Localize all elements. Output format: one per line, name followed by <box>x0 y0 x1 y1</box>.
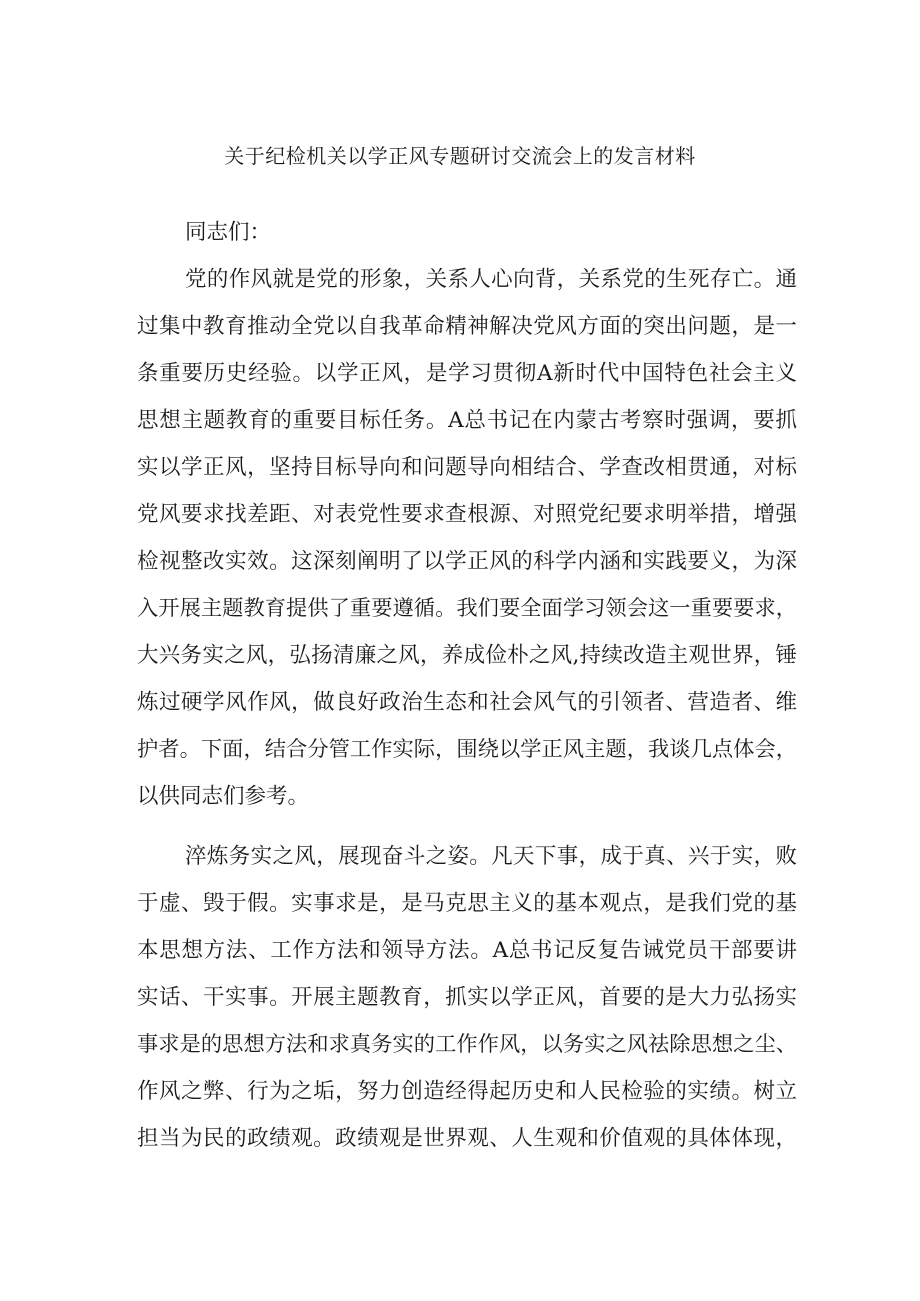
paragraph-1-line: 过集中教育推动全党以自我革命精神解决党风方面的突出问题，是一 <box>137 314 797 339</box>
paragraph-2-line: 作风之弊、行为之垢，努力创造经得起历史和人民检验的实绩。树立 <box>137 1079 797 1104</box>
paragraph-2-line: 淬炼务实之风，展现奋斗之姿。凡天下事，成于真、兴于实，败 <box>185 844 797 869</box>
paragraph-1-line: 思想主题教育的重要目标任务。A总书记在内蒙古考察时强调，要抓 <box>137 408 797 433</box>
paragraph-1-line: 党的作风就是党的形象，关系人心向背，关系党的生死存亡。通 <box>185 267 797 292</box>
paragraph-1-line: 党风要求找差距、对表党性要求查根源、对照党纪要求明举措，增强 <box>137 502 797 527</box>
paragraph-1-line: 检视整改实效。这深刻阐明了以学正风的科学内涵和实践要义，为深 <box>137 549 797 574</box>
paragraph-2-line: 于虚、毁于假。实事求是，是马克思主义的基本观点，是我们党的基 <box>137 891 797 916</box>
paragraph-1-line: 条重要历史经验。以学正风，是学习贯彻A新时代中国特色社会主义 <box>137 361 797 386</box>
paragraph-2-line: 本思想方法、工作方法和领导方法。A总书记反复告诫党员干部要讲 <box>137 938 797 963</box>
paragraph-1-line: 实以学正风，坚持目标导向和问题导向相结合、学查改相贯通，对标 <box>137 455 797 480</box>
paragraph-2-line: 担当为民的政绩观。政绩观是世界观、人生观和价值观的具体体现， <box>137 1126 797 1151</box>
paragraph-2-line: 事求是的思想方法和求真务实的工作作风，以务实之风祛除思想之尘、 <box>137 1032 797 1057</box>
paragraph-1-line: 炼过硬学风作风，做良好政治生态和社会风气的引领者、营造者、维 <box>137 690 797 715</box>
paragraph-2-line: 实话、干实事。开展主题教育，抓实以学正风，首要的是大力弘扬实 <box>137 985 797 1010</box>
paragraph-1-line: 以供同志们参考。 <box>137 784 310 809</box>
paragraph-1-line: 护者。下面，结合分管工作实际，围绕以学正风主题，我谈几点体会， <box>137 737 797 762</box>
document-title: 关于纪检机关以学正风专题研讨交流会上的发言材料 <box>224 144 696 168</box>
greeting: 同志们： <box>185 220 272 245</box>
paragraph-1-line: 大兴务实之风，弘扬清廉之风，养成俭朴之风,持续改造主观世界，锤 <box>137 643 797 668</box>
paragraph-1-line: 入开展主题教育提供了重要遵循。我们要全面学习领会这一重要要求， <box>137 596 797 621</box>
